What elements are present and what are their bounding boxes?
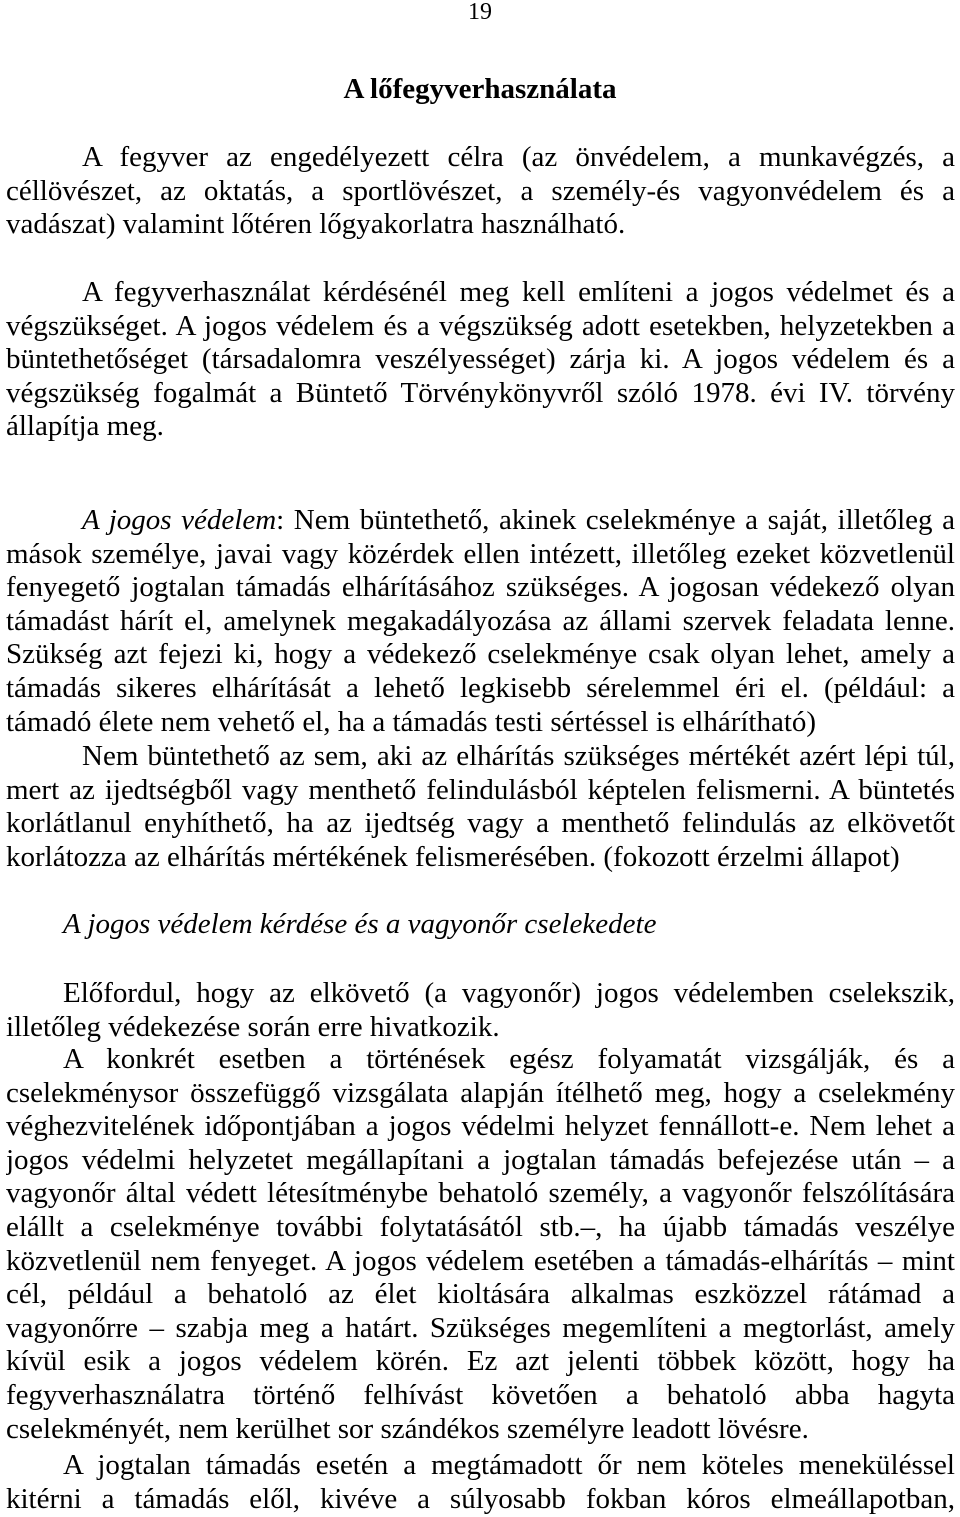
paragraph-line: korlátlanul enyhíthető, ha az ijedtség vagy a menthető felindulás az elkövetőt — [6, 807, 955, 840]
paragraph-line: állapítja meg. — [6, 410, 164, 443]
paragraph-line: A jogtalan támadás esetén a megtámadott őr nem köteles meneküléssel — [63, 1449, 955, 1481]
paragraph-line: Előfordul, hogy az elkövető (a vagyonőr) jogos védelemben cselekszik, — [63, 977, 955, 1009]
paragraph — [6, 1449, 955, 1516]
paragraph-line: fenyegető jogtalan támadás elhárításához szükséges. A jogosan védekező olyan — [6, 571, 955, 604]
paragraph-line: kívül esik a jogos védelem körén. Ez azt jelenti többek között, hogy ha — [6, 1345, 955, 1378]
paragraph-line: közvetlenül nem fenyeget. A jogos védelem esetében a támadás-elhárítás – mint — [6, 1244, 955, 1277]
paragraph-line: mert az ijedtségből vagy menthető felindulásból képtelen felismerni. A büntetés — [6, 773, 955, 806]
paragraph-line: cselekményét, nem kerülhet sor szándékos személyre leadott lövésre. — [6, 1412, 809, 1445]
paragraph-line: illetőleg védekezése során erre hivatkozik. — [6, 1010, 500, 1043]
paragraph-line: Szükség azt fejezi ki, hogy a védekező cselekménye csak olyan lehet, amely a — [6, 638, 955, 671]
paragraph — [6, 977, 955, 1044]
paragraph — [6, 1043, 955, 1446]
paragraph-line: támadó élete nem vehető el, ha a támadás testi sértéssel is elhárítható) — [6, 705, 817, 738]
paragraph-line: véghezvitelének időpontjában a jogos védelmi helyzet fennállott-e. Nem lehet a — [6, 1110, 955, 1143]
paragraph-line: támadást hárít el, amelynek megakadályozása az állami szervek feladata lenne. — [6, 604, 955, 637]
paragraph-line: büntethetőséget (társadalomra veszélyességet) zárja ki. A jogos védelem és a — [6, 343, 955, 376]
paragraph — [6, 504, 955, 739]
paragraph — [6, 141, 955, 242]
paragraph-line — [6, 504, 955, 538]
paragraph-line: A fegyverhasználat kérdésénél meg kell említeni a jogos védelmet és a — [82, 276, 955, 308]
paragraph — [6, 740, 955, 874]
italic-term: A jogos védelem — [82, 504, 277, 536]
paragraph-line: cél, például a behatoló az élet kioltására alkalmas eszközzel rátámad a — [6, 1278, 955, 1311]
page-number: 19 — [468, 0, 492, 25]
paragraph-line: vagyonőrre – szabja meg a határt. Szükséges megemlíteni a megtorlást, amely — [6, 1311, 955, 1344]
paragraph-line: A fegyver az engedélyezett célra (az önvédelem, a munkavégzés, a — [82, 141, 955, 173]
line-text: : Nem büntethető, akinek cselekménye a saját, illetőleg a — [276, 504, 955, 536]
section-subheading-block — [6, 908, 955, 942]
paragraph-line: elállt a cselekménye további folytatásától stb.–, ha újabb támadás veszélye — [6, 1210, 955, 1243]
paragraph-line: kitérni a támadás elől, kivéve a súlyosabb fokban kóros elmeállapotban, — [6, 1482, 955, 1515]
paragraph — [6, 276, 955, 444]
paragraph-line: A konkrét esetben a történések egész folyamatát vizsgálják, és a — [63, 1043, 955, 1075]
paragraph-line: cselekménysor összefüggő vizsgálata alapján ítélhető meg, hogy a cselekmény — [6, 1076, 955, 1109]
paragraph-line: vadászat) valamint lőtéren lőgyakorlatra használható. — [6, 208, 626, 241]
paragraph-line: végszükséget. A jogos védelem és a végszükség adott esetekben, helyzetekben a — [6, 309, 955, 342]
paragraph-line: fegyverhasználatra történő felhívást követően a behatoló abba hagyta — [6, 1378, 955, 1411]
paragraph-line: támadás sikeres elhárítását a lehető legkisebb sérelemmel éri el. (például: a — [6, 671, 955, 704]
section-subheading: A jogos védelem kérdése és a vagyonőr cselekedete — [63, 908, 657, 940]
paragraph-line: jogos védelmi helyzetet megállapítani a jogtalan támadás befejezése után – a — [6, 1143, 955, 1176]
paragraph-line: korlátozza az elhárítás mértékének felismerésében. (fokozott érzelmi állapot) — [6, 840, 900, 873]
paragraph-line: mások személye, javai vagy közérdek ellen intézett, illetőleg ezeket közvetlenül — [6, 537, 955, 570]
paragraph-line: céllövészet, az oktatás, a sportlövészet, a személy-és vagyonvédelem és a — [6, 174, 955, 207]
page-title: A lőfegyverhasználata — [343, 73, 617, 105]
paragraph-line: Nem büntethető az sem, aki az elhárítás szükséges mértékét azért lépi túl, — [82, 740, 955, 772]
paragraph-line: vagyonőr által védett létesítménybe behatoló személy, a vagyonőr felszólítására — [6, 1177, 955, 1210]
paragraph-line: végszükség fogalmát a Büntető Törvénykönyvről szóló 1978. évi IV. törvény — [6, 376, 955, 409]
